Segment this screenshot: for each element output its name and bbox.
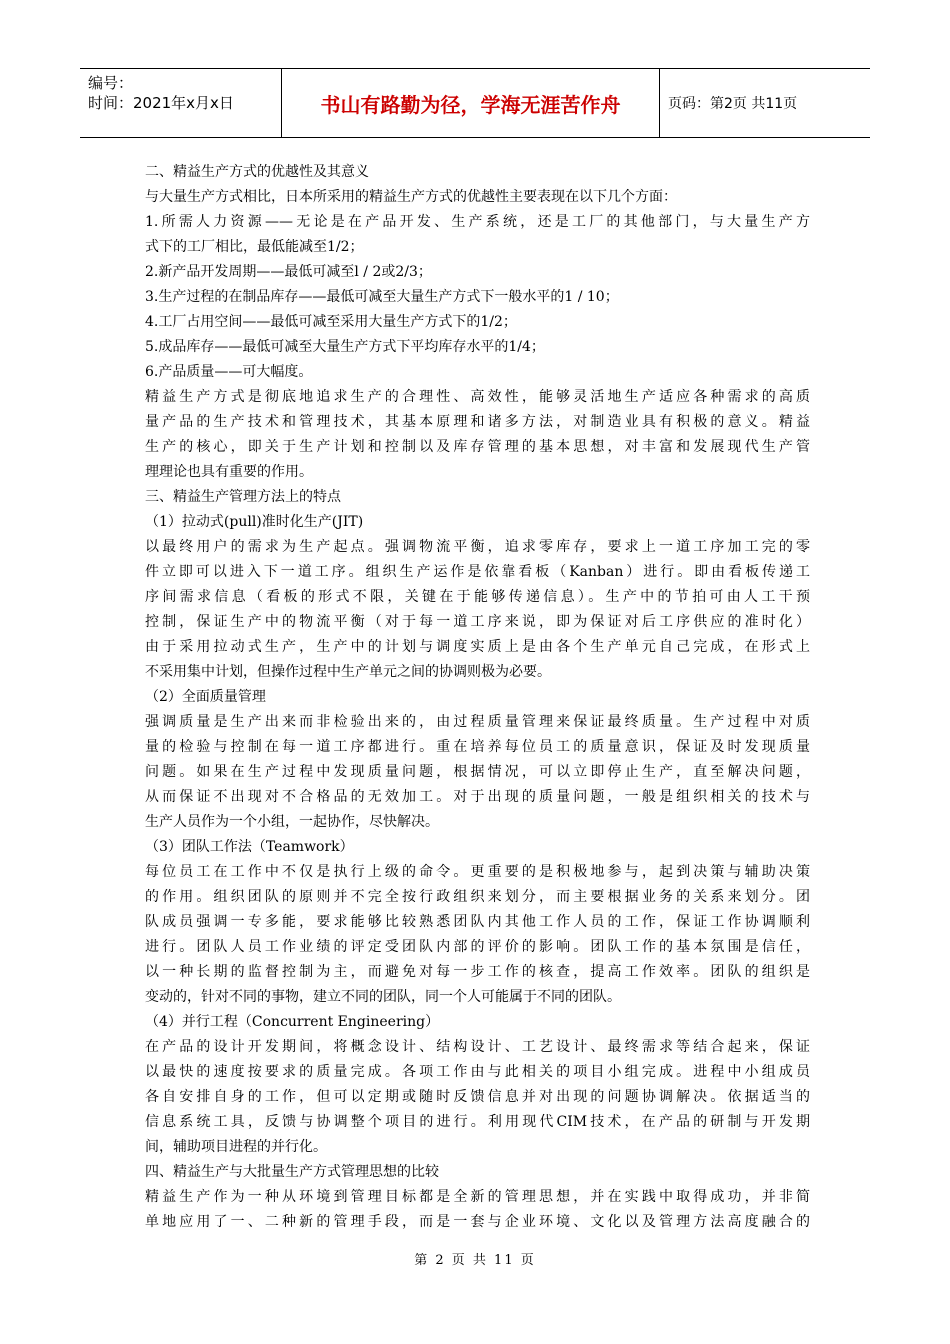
text-line: 四、精益生产与大批量生产方式管理思想的比较 xyxy=(145,1164,439,1180)
page-footer: 第 2 页 共 11 页 xyxy=(414,1253,536,1268)
document-number-label: 编号： xyxy=(88,74,134,92)
text-line: 2.新产品开发周期——最低可减至l / 2或2/3； xyxy=(145,264,432,280)
text-line: 以一种长期的监督控制为主，而避免对每一步工作的核查，提高工作效率。团队的组织是 xyxy=(145,964,810,980)
text-line: 不采用集中计划，但操作过程中生产单元之间的协调则极为必要。 xyxy=(145,664,551,680)
text-line: （2）全面质量管理 xyxy=(145,689,266,705)
header-meta xyxy=(80,69,282,137)
text-line: 的作用。组织团队的原则并不完全按行政组织来划分，而主要根据业务的关系来划分。团 xyxy=(145,889,810,905)
text-line: 与大量生产方式相比，日本所采用的精益生产方式的优越性主要表现在以下几个方面： xyxy=(145,189,677,205)
text-line: 序间需求信息（看板的形式不限，关键在于能够传递信息）。生产中的节拍可由人工干预 xyxy=(145,589,810,605)
text-line: 在产品的设计开发期间，将概念设计、结构设计、工艺设计、最终需求等结合起来，保证 xyxy=(145,1039,810,1055)
text-line: 件立即可以进入下一道工序。组织生产运作是依靠看板（Kanban）进行。即由看板传递工 xyxy=(145,564,810,580)
text-line: 精益生产作为一种从环境到管理目标都是全新的管理思想，并在实践中取得成功，并非简 xyxy=(145,1189,810,1205)
text-line: 问题。如果在生产过程中发现质量问题，根据情况，可以立即停止生产，直至解决问题， xyxy=(145,764,810,780)
text-line: （1）拉动式(pull)准时化生产(JIT) xyxy=(145,514,364,530)
text-line: 生产的核心，即关于生产计划和控制以及库存管理的基本思想，对丰富和发展现代生产管 xyxy=(145,439,810,455)
text-line: 理理论也具有重要的作用。 xyxy=(145,464,313,480)
text-line: （3）团队工作法（Teamwork） xyxy=(145,839,354,855)
header-motto: 书山有路勤为径，学海无涯苦作舟 xyxy=(282,69,660,137)
text-line: 6.产品质量——可大幅度。 xyxy=(145,364,313,380)
text-line: 信息系统工具，反馈与协调整个项目的进行。利用现代CIM技术，在产品的研制与开发期 xyxy=(145,1114,810,1130)
text-line: 3.生产过程的在制品库存——最低可减至大量生产方式下一般水平的1 / 10； xyxy=(145,289,619,305)
text-line: 每位员工在工作中不仅是执行上级的命令。更重要的是积极地参与，起到决策与辅助决策 xyxy=(145,864,810,880)
text-line: 二、精益生产方式的优越性及其意义 xyxy=(145,164,369,180)
text-line: 5.成品库存——最低可减至大量生产方式下平均库存水平的1/4； xyxy=(145,339,545,355)
text-line: 以最终用户的需求为生产起点。强调物流平衡，追求零库存，要求上一道工序加工完的零 xyxy=(145,539,810,555)
text-line: 进行。团队人员工作业绩的评定受团队内部的评价的影响。团队工作的基本氛围是信任， xyxy=(145,939,810,955)
text-line: （4）并行工程（Concurrent Engineering） xyxy=(145,1014,440,1030)
text-line: 1.所需人力资源——无论是在产品开发、生产系统，还是工厂的其他部门，与大量生产方 xyxy=(145,214,810,230)
text-line: 强调质量是生产出来而非检验出来的，由过程质量管理来保证最终质量。生产过程中对质 xyxy=(145,714,810,730)
text-line: 单地应用了一、二种新的管理手段，而是一套与企业环境、文化以及管理方法高度融合的 xyxy=(145,1214,810,1230)
page-header xyxy=(80,68,870,138)
text-line: 生产人员作为一个小组，一起协作，尽快解决。 xyxy=(145,814,439,830)
text-line: 从而保证不出现对不合格品的无效加工。对于出现的质量问题，一般是组织相关的技术与 xyxy=(145,789,810,805)
text-line: 量产品的生产技术和管理技术，其基本原理和诸多方法，对制造业具有积极的意义。精益 xyxy=(145,414,810,430)
text-line: 量的检验与控制在每一道工序都进行。重在培养每位员工的质量意识，保证及时发现质量 xyxy=(145,739,810,755)
text-line: 精益生产方式是彻底地追求生产的合理性、高效性，能够灵活地生产适应各种需求的高质 xyxy=(145,389,810,405)
header-page-code: 页码：第2页 共11页 xyxy=(668,96,798,112)
document-time-label: 时间：2021年x月x日 xyxy=(88,94,234,112)
text-line: 控制，保证生产中的物流平衡（对于每一道工序来说，即为保证对后工序供应的准时化） xyxy=(145,614,810,630)
text-line: 队成员强调一专多能，要求能够比较熟悉团队内其他工作人员的工作，保证工作协调顺利 xyxy=(145,914,810,930)
text-line: 各自安排自身的工作，但可以定期或随时反馈信息并对出现的问题协调解决。依据适当的 xyxy=(145,1089,810,1105)
text-line: 由于采用拉动式生产，生产中的计划与调度实质上是由各个生产单元自己完成，在形式上 xyxy=(145,639,810,655)
text-line: 式下的工厂相比，最低能减至1/2； xyxy=(145,239,364,255)
document-body xyxy=(145,160,810,1235)
text-line: 以最快的速度按要求的质量完成。各项工作由与此相关的项目小组完成。进程中小组成员 xyxy=(145,1064,810,1080)
text-line: 4.工厂占用空间——最低可减至采用大量生产方式下的1/2； xyxy=(145,314,517,330)
text-line: 三、精益生产管理方法上的特点 xyxy=(145,489,341,505)
text-line: 间，辅助项目进程的并行化。 xyxy=(145,1139,327,1155)
text-line: 变动的，针对不同的事物，建立不同的团队，同一个人可能属于不同的团队。 xyxy=(145,989,621,1005)
